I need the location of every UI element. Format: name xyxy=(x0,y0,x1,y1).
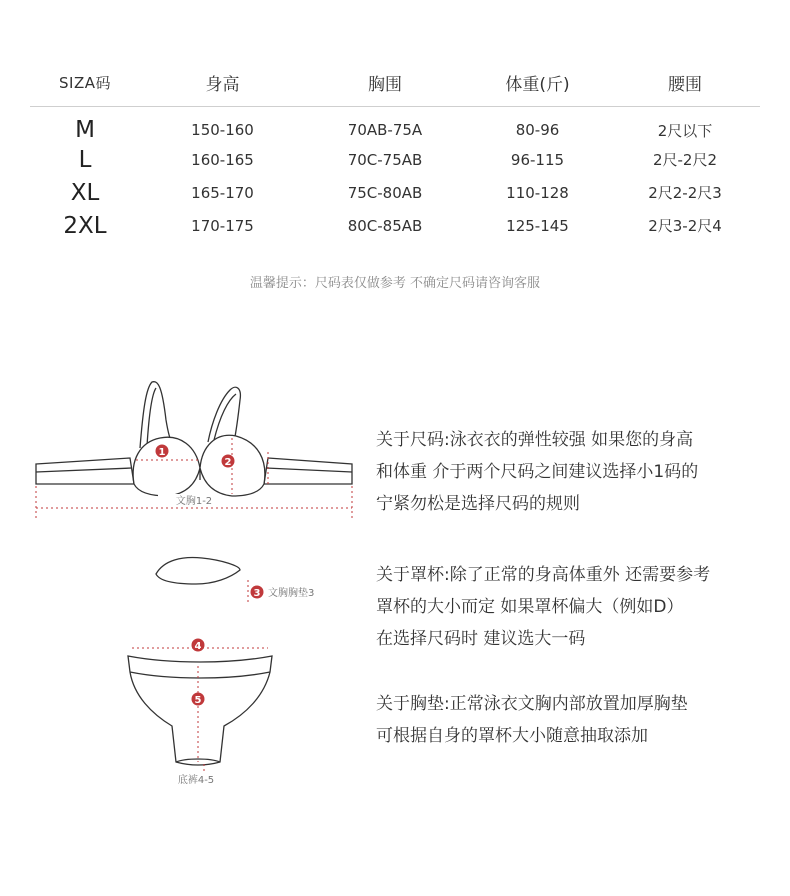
pad-label: 文胸胸垫3 xyxy=(268,588,315,599)
pad-illustration xyxy=(156,558,240,584)
height-cell: 165-170 xyxy=(191,183,254,202)
table-row xyxy=(30,209,760,242)
size-advice-text xyxy=(376,424,786,520)
desc-line: 关于尺码:泳衣衣的弹性较强 如果您的身高 xyxy=(376,430,694,450)
svg-text:5: 5 xyxy=(194,695,202,706)
desc-line: 关于罩杯:除了正常的身高体重外 还需要参考 xyxy=(376,565,711,585)
briefs-illustration xyxy=(128,656,272,765)
height-cell: 170-175 xyxy=(191,216,254,235)
desc-line: 罩杯的大小而定 如果罩杯偏大（例如D） xyxy=(376,597,684,617)
bust-cell: 70AB-75A xyxy=(347,121,423,139)
height-cell: 160-165 xyxy=(191,150,254,169)
bra-label: 文胸1-2 xyxy=(175,496,213,507)
weight-cell: 96-115 xyxy=(510,150,565,169)
size-tip-note: 温馨提示：尺码表仅做参考 不确定尺码请咨询客服 xyxy=(249,276,541,291)
header-waist: 腰围 xyxy=(610,58,760,107)
svg-text:4: 4 xyxy=(194,641,202,652)
height-cell: 150-160 xyxy=(191,121,254,139)
waist-cell: 2尺3-2尺4 xyxy=(648,217,722,235)
svg-text:1: 1 xyxy=(158,447,166,458)
weight-cell: 110-128 xyxy=(506,183,569,202)
garment-measurement-illustration xyxy=(0,360,370,800)
bust-cell: 70C-75AB xyxy=(347,150,423,169)
desc-line: 在选择尺码时 建议选大一码 xyxy=(376,629,586,649)
header-size: SIZA码 xyxy=(30,58,140,107)
size-cell: XL xyxy=(70,179,100,206)
weight-cell: 80-96 xyxy=(515,121,560,139)
desc-line: 关于胸垫:正常泳衣文胸内部放置加厚胸垫 xyxy=(376,694,688,714)
pad-advice-text xyxy=(376,688,786,752)
size-cell: M xyxy=(75,117,95,143)
desc-line: 和体重 介于两个尺码之间建议选择小1码的 xyxy=(376,462,699,482)
size-cell: 2XL xyxy=(63,212,107,239)
bust-cell: 80C-85AB xyxy=(347,216,423,235)
weight-cell: 125-145 xyxy=(506,216,569,235)
header-bust: 胸围 xyxy=(305,58,465,107)
table-row xyxy=(30,107,760,144)
desc-line: 宁紧勿松是选择尺码的规则 xyxy=(376,494,580,514)
bra-illustration xyxy=(36,382,352,496)
svg-text:3: 3 xyxy=(253,588,261,599)
waist-cell: 2尺2-2尺3 xyxy=(648,184,722,202)
header-height: 身高 xyxy=(140,58,305,107)
desc-line: 可根据自身的罩杯大小随意抽取添加 xyxy=(376,726,648,746)
header-weight: 体重(斤) xyxy=(465,58,610,107)
waist-cell: 2尺以下 xyxy=(657,121,713,140)
size-cell: L xyxy=(78,146,92,173)
waist-cell: 2尺-2尺2 xyxy=(652,151,718,169)
size-chart-table xyxy=(30,58,760,242)
briefs-label: 底裤4-5 xyxy=(177,775,215,786)
table-row xyxy=(30,143,760,176)
bust-cell: 75C-80AB xyxy=(347,183,423,202)
cup-advice-text xyxy=(376,559,786,655)
table-row xyxy=(30,176,760,209)
table-header-row xyxy=(30,58,760,107)
svg-text:2: 2 xyxy=(224,457,232,468)
